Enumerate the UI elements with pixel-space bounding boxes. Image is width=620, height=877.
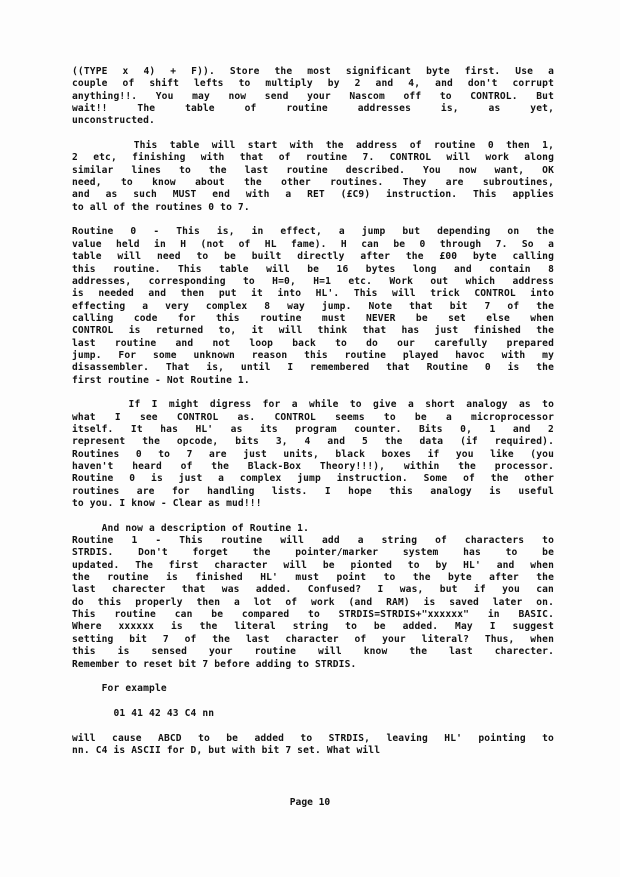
text-line: setting bit 7 of the last character of your literal? Thus, when [72, 633, 554, 645]
text-line: this routine. This table will be 16 bytes long and contain 8 [72, 263, 554, 275]
code-line: 01 41 42 43 C4 nn [72, 707, 215, 719]
text-line: wait!! The table of routine addresses is, as yet, [72, 103, 554, 115]
text-line: If I might digress for a while to give a short analogy as to [72, 399, 554, 411]
paragraph-gap [72, 696, 554, 708]
text-line: value held in H (not of HL fame). H can be 0 through 7. So a [72, 238, 554, 250]
text-line: Routines 0 to 7 are just units, black boxes if you like (you [72, 448, 554, 460]
text-line: this is sensed your routine will know the last charecter. [72, 646, 554, 658]
page-body [72, 66, 554, 757]
paragraph-2 [72, 140, 554, 214]
text-line: And now a description of Routine 1. [72, 522, 310, 534]
text-line: similar lines to the last routine described. You now want, OK [72, 164, 554, 176]
text-line: Remember to reset bit 7 before adding to STRDIS. [72, 658, 357, 670]
text-line: haven't heard of the Black-Box Theory!!!), within the processor. [72, 461, 554, 472]
text-line: CONTROL is returned to, it will think that has just finished the [72, 325, 554, 337]
text-line: effecting a very complex 8 way jump. Note that bit 7 of the [72, 300, 554, 312]
paragraph-example-label [72, 683, 554, 695]
text-line: and as such MUST end with a RET (£C9) instruction. This applies [72, 189, 554, 201]
text-line: STRDIS. Don't forget the pointer/marker system has to be [72, 547, 554, 559]
paragraph-3 [72, 226, 554, 386]
text-line: is needed and then put it into HL'. This will trick CONTROL into [72, 288, 554, 300]
text-line: updated. The first character will be pionted to by HL' and when [72, 559, 554, 571]
paragraph-gap [72, 510, 554, 522]
paragraph-4 [72, 399, 554, 510]
text-line: For example [72, 683, 167, 695]
text-line: addresses, corresponding to H=0, H=1 etc. Work out which address [72, 275, 554, 287]
paragraph-1 [72, 66, 554, 128]
paragraph-example-code [72, 708, 554, 720]
paragraph-gap [72, 214, 554, 226]
text-line: do this properly then a lot of work (and RAM) is saved later on. [72, 596, 554, 608]
text-line: nn. C4 is ASCII for D, but with bit 7 set. What will [72, 744, 381, 756]
text-line: Where xxxxxx is the literal string to be added. May I suggest [72, 621, 554, 633]
text-line: table will need to be built directly after the £00 byte calling [72, 251, 554, 263]
text-line: Routine 0 is just a complex jump instruction. Some of the other [72, 473, 554, 485]
text-line: to all of the routines 0 to 7. [72, 201, 250, 213]
paragraph-gap [72, 671, 554, 683]
text-line: last routine and not loop back to do our carefully prepared [72, 337, 554, 349]
text-line: jump. For some unknown reason this routine played havoc with my [72, 349, 554, 361]
text-line: unconstructed. [72, 115, 155, 127]
text-line: Routine 0 - This is, in effect, a jump but depending on the [72, 226, 554, 238]
paragraph-gap [72, 387, 554, 399]
page-number: Page 10 [289, 797, 331, 808]
text-line: first routine - Not Routine 1. [72, 374, 250, 386]
text-line: This table will start with the address of routine 0 then 1, [72, 140, 554, 152]
text-line: itself. It has HL' as its program counter. Bits 0, 1 and 2 [72, 423, 554, 435]
text-line: anything!!. You may now send your Nascom off to CONTROL. But [72, 90, 554, 102]
text-line: Routine 1 - This routine will add a string of characters to [72, 535, 554, 547]
paragraph-8 [72, 733, 554, 758]
text-line: will cause ABCD to be added to STRDIS, leaving HL' pointing to [72, 732, 554, 744]
text-line: to you. I know - Clear as mud!!! [72, 498, 262, 510]
paragraph-gap [72, 128, 554, 140]
paragraph-gap [72, 720, 554, 732]
text-line: represent the opcode, bits 3, 4 and 5 the data (if required). [72, 436, 554, 448]
text-line: routines are for handling lists. I hope this analogy is useful [72, 485, 554, 497]
text-line: what I see CONTROL as. CONTROL seems to be a microprocessor [72, 411, 554, 423]
text-line: last charecter that was added. Confused? I was, but if you can [72, 584, 554, 596]
text-line: couple of shift lefts to multiply by 2 and 4, and don't corrupt [72, 78, 554, 90]
text-line: calling code for this routine must NEVER be set else when [72, 312, 554, 324]
text-line: This routine can be compared to STRDIS=STRDIS+"xxxxxx" in BASIC. [72, 609, 554, 621]
text-line: the routine is finished HL' must point to the byte after the [72, 572, 554, 584]
text-line: 2 etc, finishing with that of routine 7. CONTROL will work along [72, 152, 554, 164]
text-line: ((TYPE x 4) + F)). Store the most significant byte first. Use a [72, 66, 554, 77]
paragraph-5 [72, 523, 554, 671]
text-line: disassembler. That is, until I remembered that Routine 0 is the [72, 362, 554, 374]
text-line: need, to know about the other routines. They are subroutines, [72, 177, 554, 189]
